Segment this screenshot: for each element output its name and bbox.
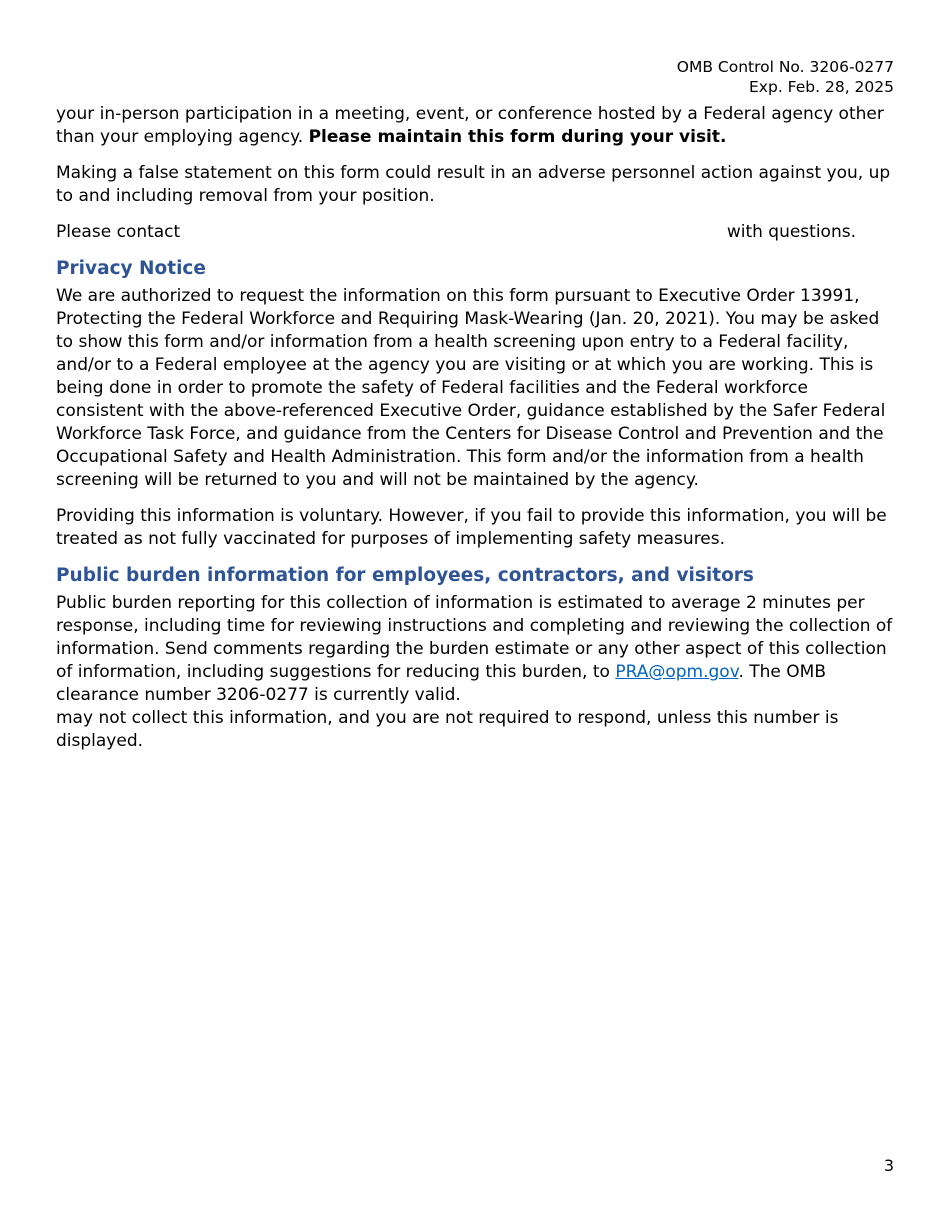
omb-expiration: Exp. Feb. 28, 2025 <box>749 78 894 96</box>
intro-text: your in-person participation in a meeting, event, or conference hosted by a Federal agency other than your employing agency. <box>56 104 884 147</box>
omb-header <box>677 57 894 97</box>
public-burden-heading: Public burden information for employees, contractors, and visitors <box>56 565 754 586</box>
page-number: 3 <box>883 1156 894 1175</box>
burden-text-after-link: . The OMB clearance number 3206-0277 is currently valid. <box>56 662 826 705</box>
contact-prefix: Please contact <box>56 222 181 242</box>
burden-text-before-link: Public burden reporting for this collection of information is estimated to average 2 minutes per response, including time for reviewing instructions and completing and reviewing the collection of information. Send comments regarding the burden estimate or any other aspect of this collection of information, including suggestions for reducing this burden, to <box>56 593 893 682</box>
privacy-notice-heading: Privacy Notice <box>56 258 206 279</box>
privacy-paragraph-1: We are authorized to request the information on this form pursuant to Executive Order 13991, Protecting the Federal Workforce and Requiring Mask-Wearing (Jan. 20, 2021). You may be asked to show this form and/or information from a health screening upon entry to a Federal facility, and/or to a Federal employee at the agency you are visiting or at which you are working. This is being done in order to promote the safety of Federal facilities and the Federal workforce consistent with the above-referenced Executive Order, guidance established by the Safer Federal Workforce Task Force, and guidance from the Centers for Disease Control and Prevention and the Occupational Safety and Health Administration. This form and/or the information from a health screening will be returned to you and will not be maintained by the agency. <box>56 286 886 490</box>
intro-bold-text: Please maintain this form during your visit. <box>308 127 727 147</box>
intro-paragraph <box>56 103 898 149</box>
warning-paragraph: Making a false statement on this form could result in an adverse personnel action against you, up to and including removal from your position. <box>56 163 891 206</box>
pra-email-link[interactable]: PRA@opm.gov <box>615 662 739 682</box>
main-content <box>56 103 898 766</box>
omb-control-number: OMB Control No. 3206-0277 <box>676 58 894 76</box>
contact-line <box>56 221 898 244</box>
public-burden-paragraph <box>56 592 898 707</box>
privacy-paragraph-2: Providing this information is voluntary. However, if you fail to provide this information, you will be treated as not fully vaccinated for purposes of implementing safety measures. <box>56 506 887 549</box>
contact-suffix: with questions. <box>726 222 856 242</box>
public-burden-line-2: may not collect this information, and you are not required to respond, unless this number is displayed. <box>56 708 839 751</box>
